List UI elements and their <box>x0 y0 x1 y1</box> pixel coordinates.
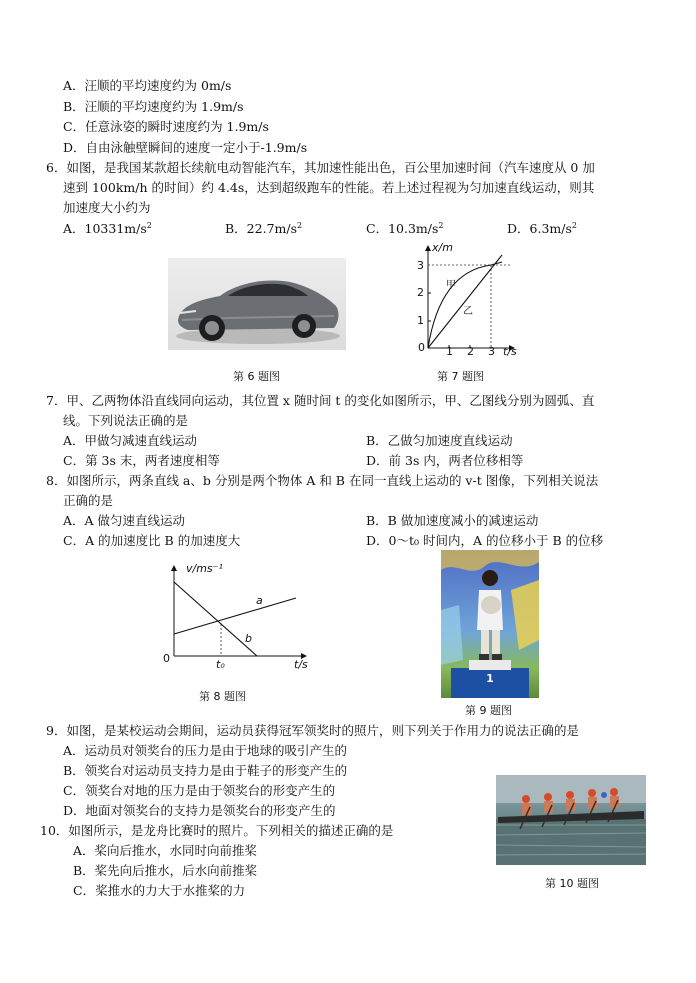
q7-option-b: B．乙做匀加速度直线运动 <box>366 433 513 448</box>
podium-number: 1 <box>486 672 494 685</box>
fig7-x-tick-1: 1 <box>446 345 453 358</box>
q7-option-a: A．甲做匀减速直线运动 <box>63 433 198 448</box>
fig9-caption: 第 9 题图 <box>465 704 512 717</box>
q6-option-a: A．$10331m/s^2$ <box>63 220 152 236</box>
q6-stem-line3: 加速度大小约为 <box>63 200 151 215</box>
fig8-origin: 0 <box>163 652 170 665</box>
fig7-xt-graph <box>410 240 520 362</box>
q9-option-b: B．领奖台对运动员支持力是由于鞋子的形变产生的 <box>63 763 348 778</box>
q10-option-c: C．桨推水的力大于水推桨的力 <box>73 883 246 898</box>
q5-option-d: D．自由泳触壁瞬间的速度一定小于-1.9m/s <box>63 140 308 155</box>
fig7-y-tick-1: 1 <box>417 314 424 327</box>
fig8-t0-label: t₀ <box>216 658 225 671</box>
q10-stem-line1: 10．如图所示，是龙舟比赛时的照片。下列相关的描述正确的是 <box>40 823 394 838</box>
q7-stem-line2: 线。下列说法正确的是 <box>63 413 189 428</box>
q5-option-b: B．汪顺的平均速度约为 1.9m/s <box>63 99 244 114</box>
q7-option-d: D．前 3s 内，两者位移相等 <box>366 453 524 468</box>
q6-stem-line2: 速到 100km/h 的时间）约 4.4s，达到超级跑车的性能。若上述过程视为匀加速直线运动，则其 <box>63 180 595 195</box>
q5-option-c: C．任意泳姿的瞬时速度约为 1.9m/s <box>63 119 269 134</box>
q5-option-a: A．汪顺的平均速度约为 0m/s <box>63 78 232 93</box>
q8-option-a: A．A 做匀速直线运动 <box>63 513 186 528</box>
q8-stem-line2: 正确的是 <box>63 493 114 508</box>
q8-option-d: D．0～t₀ 时间内，A 的位移小于 B 的位移 <box>366 533 604 548</box>
podium-photo <box>441 550 539 698</box>
q6-stem-line1: 6．如图，是我国某款超长续航电动智能汽车，其加速性能出色，百公里加速时间（汽车速度从 0 加 <box>46 160 595 175</box>
dragon-boat-photo <box>496 775 646 865</box>
q7-option-c: C．第 3s 末，两者速度相等 <box>63 453 220 468</box>
fig7-caption: 第 7 题图 <box>437 370 484 383</box>
q9-option-a: A．运动员对领奖台的压力是由于地球的吸引产生的 <box>63 743 348 758</box>
fig8-y-axis-label: v/ms⁻¹ <box>186 562 223 575</box>
fig8-x-axis-label: t/s <box>294 658 308 671</box>
q8-option-b: B．B 做加速度减小的减速运动 <box>366 513 539 528</box>
fig7-x-axis-label: t/s <box>503 345 517 358</box>
q7-stem-line1: 7．甲、乙两物体沿直线同向运动，其位置 x 随时间 t 的变化如图所示，甲、乙图线分别为圆弧、直 <box>46 393 595 408</box>
q6-option-b: B．$22.7m/s^2$ <box>225 220 303 236</box>
fig8-vt-graph <box>160 562 310 666</box>
fig8-caption: 第 8 题图 <box>199 690 246 703</box>
fig7-origin: 0 <box>418 341 425 354</box>
q9-stem-line1: 9．如图，是某校运动会期间，运动员获得冠军领奖时的照片，则下列关于作用力的说法正确的是 <box>46 723 579 738</box>
q6-option-d: D．$6.3m/s^2$ <box>507 220 577 236</box>
fig7-label-jia: 甲 <box>446 280 456 291</box>
fig8-label-a: a <box>256 594 263 607</box>
q10-option-b: B．桨先向后推水，后水向前推桨 <box>73 863 258 878</box>
q10-option-a: A．桨向后推水，水同时向前推桨 <box>73 843 258 858</box>
q9-option-d: D．地面对领奖台的支持力是领奖台的形变产生的 <box>63 803 336 818</box>
fig7-y-tick-3: 3 <box>417 259 424 272</box>
fig7-y-tick-2: 2 <box>417 286 424 299</box>
q6-option-c: C．$10.3m/s^2$ <box>366 220 444 236</box>
fig8-label-b: b <box>245 632 252 645</box>
fig6-caption: 第 6 题图 <box>233 370 280 383</box>
fig7-x-tick-3: 3 <box>488 345 495 358</box>
fig7-x-tick-2: 2 <box>467 345 474 358</box>
fig8-line-a <box>174 598 296 634</box>
q8-stem-line1: 8．如图所示，两条直线 a、b 分别是两个物体 A 和 B 在同一直线上运动的 v-t 图像，下列相关说法 <box>46 473 599 488</box>
fig10-caption: 第 10 题图 <box>545 877 599 890</box>
fig7-label-yi: 乙 <box>463 306 473 317</box>
car-photo <box>168 258 346 350</box>
q8-option-c: C．A 的加速度比 B 的加速度大 <box>63 533 241 548</box>
fig7-y-axis-label: x/m <box>432 241 453 254</box>
q9-option-c: C．领奖台对地的压力是由于领奖台的形变产生的 <box>63 783 336 798</box>
